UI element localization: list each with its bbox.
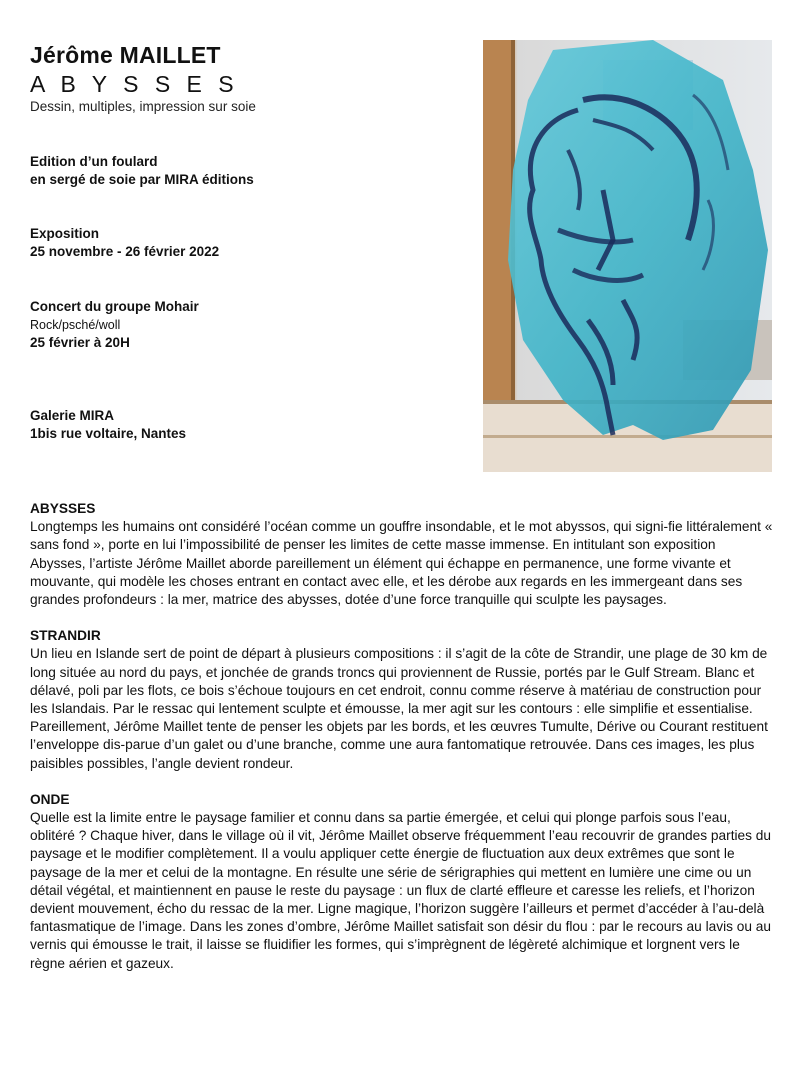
concert-block bbox=[30, 298, 460, 352]
exposition-block bbox=[30, 225, 460, 261]
section-strandir bbox=[30, 627, 774, 773]
artwork-illustration bbox=[483, 40, 772, 472]
section-abysses bbox=[30, 500, 774, 609]
exposition-label: Exposition bbox=[30, 226, 100, 241]
concert-genre: Rock/psché/woll bbox=[30, 318, 121, 332]
section-paragraph: Un lieu en Islande sert de point de départ à plusieurs compositions : il s’agit de la côte de Strandir, une plage de 30 km de long située au nord du pays, et jonchée de grands troncs qui proviennent de Russie, portés par le Gulf Stream. Blanc et délavé, poli par les flots, ce bois s’échoue toujours en cet endroit, connu comme réserve à matériau de construction pour les Islandais. Par le ressac qui lentement sculpte et émousse, la mer agit sur les contours : elle simplifie et essentialise. Pareillement, Jérôme Maillet tente de penser les objets par les bords, et les œuvres Tumulte, Dérive ou Courant restituent l’enveloppe dis-parue d’un galet ou d’une branche, comme une aura fantomatique retrouvée. Dans ces images, les plus paisibles possibles, l’angle devient rondeur. bbox=[30, 646, 768, 771]
section-paragraph: Longtemps les humains ont considéré l’océan comme un gouffre insondable, et le mot abyssos, qui signi-fie littéralement « sans fond », porte en lui l’impossibilité de penser les limites de cette masse immense. En intitulant son exposition Abysses, l’artiste Jérôme Maillet aborde pareillement un élément qui échappe en permanence, une forme vivante et mouvante, qui modèle les choses entrant en contact avec elle, et les dérobe aux regards en les immergeant dans ses grandes profondeurs : la mer, matrice des abysses, dotée d’une force tranquille qui sculpte les paysages. bbox=[30, 519, 773, 608]
gallery-block bbox=[30, 407, 460, 443]
info-column bbox=[30, 40, 460, 443]
exhibition-subtitle: Dessin, multiples, impression sur soie bbox=[30, 99, 256, 114]
artist-name: Jérôme MAILLET bbox=[30, 42, 221, 68]
edition-block bbox=[30, 153, 460, 189]
section-heading: ABYSSES bbox=[30, 501, 96, 516]
gallery-name: Galerie MIRA bbox=[30, 408, 115, 423]
artwork-photo bbox=[483, 40, 772, 472]
exhibition-title: A B Y S S E S bbox=[30, 71, 239, 97]
edition-line-1: Edition d’un foulard bbox=[30, 154, 158, 169]
section-heading: STRANDIR bbox=[30, 628, 101, 644]
concert-label: Concert du groupe Mohair bbox=[30, 299, 199, 314]
exposition-dates: 25 novembre - 26 février 2022 bbox=[30, 244, 220, 259]
concert-date: 25 février à 20H bbox=[30, 335, 130, 350]
gallery-address: 1bis rue voltaire, Nantes bbox=[30, 426, 187, 441]
section-paragraph: Quelle est la limite entre le paysage familier et connu dans sa partie émergée, et celui qui plonge parfois sous l’eau, oblitéré ? Chaque hiver, dans le village où il vit, Jérôme Maillet observe fréquemment l’eau recouvrir de grandes parties du paysage et le modifier complètement. Il a voulu appliquer cette énergie de fluctuation aux deux extrêmes que sont le paysage de la mer et celui de la montagne. En résulte une série de sérigraphies qui mettent en lumière une cime ou un détail végétal, et maintiennent en pause le reste du paysage : un flux de clarté effleure et caresse les reliefs, et l’horizon devient mouvement, écho du ressac de la mer. Ligne magique, l’horizon suggère l’ailleurs et permet d’accéder à l’au-delà fantasmatique de l’image. Dans les zones d’ombre, Jérôme Maillet satisfait son désir du flou : par le recours au lavis ou au vernis qui émousse le trait, il laisse se fluidifier les formes, qui s’imprègnent de légèreté alchimique et lorgnent vers le règne aérien et gazeux. bbox=[30, 810, 772, 971]
section-onde bbox=[30, 791, 774, 973]
text-body bbox=[30, 500, 774, 991]
section-heading: ONDE bbox=[30, 791, 70, 807]
edition-line-2: en sergé de soie par MIRA éditions bbox=[30, 172, 254, 187]
